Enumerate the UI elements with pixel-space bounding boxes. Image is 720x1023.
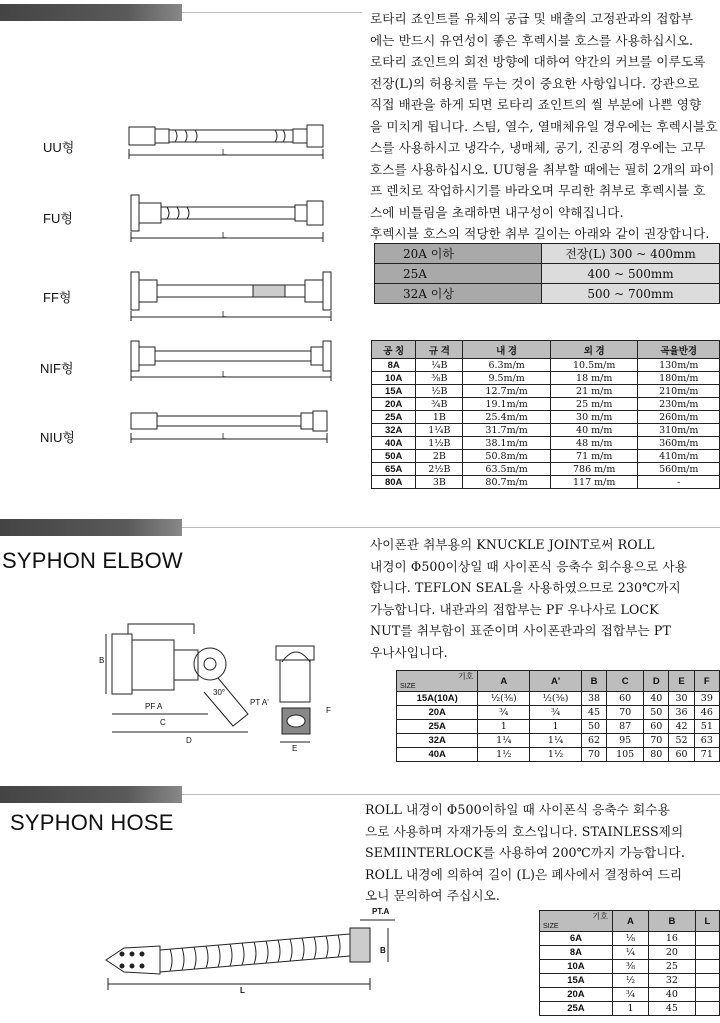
table-cell: 51	[694, 720, 719, 734]
table-cell: 410m/m	[638, 450, 720, 463]
table-cell: ¾	[612, 988, 648, 1002]
rotary-joint-description	[370, 8, 720, 245]
table-cell: 60	[644, 720, 669, 734]
paragraph-line: 전장(L)의 허용치를 두는 것이 중요한 사항입니다. 강관으로	[370, 75, 700, 91]
table-cell: 25A	[372, 411, 416, 424]
table-cell: 46	[694, 706, 719, 720]
section-divider	[182, 527, 720, 528]
table-cell: 360m/m	[638, 437, 720, 450]
table-cell: 48 m/m	[550, 437, 638, 450]
length-label: L	[222, 370, 227, 379]
table-cell: 62	[581, 734, 606, 748]
table-row	[397, 748, 720, 762]
paragraph-line: NUT를 취부함이 표준이며 사이폰관과의 접합부는 PT	[370, 623, 671, 638]
paragraph-line: 합니다. TEFLON SEAL을 사용하였으므로 230℃까지	[370, 580, 681, 595]
table-cell: 25 m/m	[550, 398, 638, 411]
paragraph-line: 가능합니다. 내관과의 접합부는 PF 우나사로 LOCK	[370, 601, 659, 617]
pf-label: PF A	[145, 702, 163, 711]
column-header: D	[644, 671, 669, 692]
table-cell: 20A	[540, 988, 613, 1002]
table-row	[372, 463, 720, 476]
length-label: L	[222, 310, 227, 319]
table-cell: 560m/m	[638, 463, 720, 476]
table-cell: 12.7m/m	[463, 385, 551, 398]
table-cell: 30 m/m	[550, 411, 638, 424]
size-label: SIZE	[400, 682, 416, 690]
table-cell: 45	[581, 706, 606, 720]
c-label: C	[160, 718, 166, 727]
length-cell: 500 ~ 700mm	[542, 284, 720, 304]
paragraph-line: SEMIINTERLOCK를 사용하여 200℃까지 가능합니다.	[365, 845, 685, 860]
paragraph-line: 로타리 죠인트를 유체의 공급 및 배출의 고정관과의 접합부	[370, 11, 694, 26]
paragraph-line: 후렉시블 호스의 적당한 취부 길이는 아래와 같이 권장합니다.	[370, 226, 710, 241]
syphon-hose-drawing	[100, 880, 395, 1005]
table-cell: 80	[644, 748, 669, 762]
length-cell: 전장(L) 300 ~ 400mm	[542, 244, 720, 264]
table-cell: 40A	[372, 437, 416, 450]
column-header: A'	[530, 671, 582, 692]
paragraph-line: ROLL 내경이 Φ500이하일 때 사이폰식 응축수 회수용	[365, 802, 670, 817]
table-cell	[695, 974, 719, 988]
length-label: L	[222, 432, 227, 441]
table-cell: 50	[644, 706, 669, 720]
table-cell: ¾B	[416, 398, 463, 411]
table-row	[540, 932, 720, 946]
table-cell: 2B	[416, 450, 463, 463]
table-cell: 70	[607, 706, 644, 720]
size-cell: 32A 이상	[375, 284, 542, 304]
length-label: L	[222, 148, 227, 157]
paragraph-line: 프 렌치로 작업하시기를 바라오며 무리한 취부로 후렉시블 호	[370, 183, 706, 198]
pt-label: PT.A	[372, 907, 390, 916]
table-cell: 42	[669, 720, 694, 734]
table-cell: ⅛	[612, 932, 648, 946]
table-cell: 15A(10A)	[397, 692, 478, 706]
column-header: L	[695, 911, 719, 932]
table-row	[397, 706, 720, 720]
e-label: E	[292, 744, 298, 753]
section-title-syphon-hose: SYPHON HOSE	[10, 810, 174, 835]
table-cell: 71	[694, 748, 719, 762]
table-cell: 260m/m	[638, 411, 720, 424]
table-cell: 2½B	[416, 463, 463, 476]
table-cell: 15A	[372, 385, 416, 398]
table-cell: ⅜B	[416, 372, 463, 385]
table-cell: ¾	[478, 706, 530, 720]
table-cell: 15A	[540, 974, 613, 988]
table-cell: 31.7m/m	[463, 424, 551, 437]
table-cell: 50.8m/m	[463, 450, 551, 463]
table-cell	[695, 946, 719, 960]
section-header-bar	[0, 786, 182, 803]
table-cell: 50	[581, 720, 606, 734]
table-cell: 87	[607, 720, 644, 734]
symbol-label: 기호	[592, 911, 608, 921]
paragraph-line: 호스를 사용하십시오. UU형을 취부할 때에는 필히 2개의 파이	[370, 161, 715, 177]
table-cell: 25A	[540, 1002, 613, 1016]
table-cell: 1	[478, 720, 530, 734]
column-header: 곡율반경	[638, 341, 720, 359]
table-cell: 1½B	[416, 437, 463, 450]
table-cell: 1	[530, 720, 582, 734]
table-cell: 63.5m/m	[463, 463, 551, 476]
table-row	[540, 946, 720, 960]
table-cell: 105	[607, 748, 644, 762]
table-cell: 1½	[478, 748, 530, 762]
table-cell: 25A	[397, 720, 478, 734]
column-header: F	[694, 671, 719, 692]
table-cell: 8A	[372, 359, 416, 372]
table-cell: 310m/m	[638, 424, 720, 437]
table-cell: 6.3m/m	[463, 359, 551, 372]
table-cell: 230m/m	[638, 398, 720, 411]
flexible-hose-drawings	[115, 115, 340, 460]
f-label: F	[326, 706, 331, 715]
l-label: L	[240, 986, 245, 995]
table-cell: ½(⅜)	[478, 692, 530, 706]
paragraph-line: 으로 사용하며 자재가동의 호스입니다. STAINLESS제의	[365, 823, 684, 839]
table-cell: 38	[581, 692, 606, 706]
table-cell: 36	[669, 706, 694, 720]
table-row	[540, 960, 720, 974]
column-header: C	[607, 671, 644, 692]
table-cell: 45	[649, 1002, 696, 1016]
table-cell: 20A	[372, 398, 416, 411]
table-cell: 80.7m/m	[463, 476, 551, 489]
table-cell: 1½	[530, 748, 582, 762]
column-header: A	[478, 671, 530, 692]
table-cell: 180m/m	[638, 372, 720, 385]
table-cell	[695, 1002, 719, 1016]
syphon-hose-description	[365, 799, 720, 907]
angle-label: 30°	[213, 688, 226, 697]
table-cell: 40	[644, 692, 669, 706]
paragraph-line: 직접 배관을 하게 되면 로타리 죠인트의 씰 부분에 나쁜 영향	[370, 97, 702, 112]
table-cell: 63	[694, 734, 719, 748]
table-cell: ¼	[612, 946, 648, 960]
column-header: B	[649, 911, 696, 932]
table-row	[372, 411, 720, 424]
table-cell: 9.5m/m	[463, 372, 551, 385]
syphon-hose-table	[539, 910, 720, 1016]
section-title-syphon-elbow: SYPHON ELBOW	[2, 548, 183, 573]
table-cell: 210m/m	[638, 385, 720, 398]
table-cell: 80A	[372, 476, 416, 489]
table-cell: 70	[581, 748, 606, 762]
length-cell: 400 ~ 500mm	[542, 264, 720, 284]
table-cell: 25	[649, 960, 696, 974]
table-cell: 1¼	[530, 734, 582, 748]
table-row	[540, 988, 720, 1002]
paragraph-line: 사이폰관 취부용의 KNUCKLE JOINT로써 ROLL	[370, 537, 655, 552]
size-label: SIZE	[543, 922, 559, 930]
table-row	[372, 476, 720, 489]
table-cell: 1	[612, 1002, 648, 1016]
length-label: L	[222, 231, 227, 240]
table-row	[375, 284, 720, 304]
size-cell: 25A	[375, 264, 542, 284]
table-cell: 10A	[540, 960, 613, 974]
b-label: B	[99, 656, 105, 665]
type-label-nif: NIF형	[40, 361, 74, 376]
table-cell: 71 m/m	[550, 450, 638, 463]
column-header: B	[581, 671, 606, 692]
syphon-elbow-table	[396, 670, 720, 762]
table-cell: 32A	[372, 424, 416, 437]
column-header: E	[669, 671, 694, 692]
column-header: 내 경	[463, 341, 551, 359]
table-cell: 70	[644, 734, 669, 748]
table-row	[397, 734, 720, 748]
table-cell: 32A	[397, 734, 478, 748]
table-cell	[695, 932, 719, 946]
table-cell: 38.1m/m	[463, 437, 551, 450]
column-header: 외 경	[550, 341, 638, 359]
paragraph-line: 로타리 죠인트의 회전 방향에 대하여 약간의 커브를 이루도록	[370, 54, 706, 69]
table-cell: 10.5m/m	[550, 359, 638, 372]
pt-label: PT A'	[250, 698, 269, 707]
paragraph-line: 내경이 Φ500이상일 때 사이폰식 응축수 회수용으로 사용	[370, 558, 687, 574]
table-row	[540, 1002, 720, 1016]
symbol-label: 기호	[457, 671, 474, 681]
table-cell: 1¼B	[416, 424, 463, 437]
size-symbol-header	[540, 911, 613, 932]
section-divider	[182, 794, 720, 795]
table-cell: 10A	[372, 372, 416, 385]
table-row	[397, 720, 720, 734]
table-cell: 21 m/m	[550, 385, 638, 398]
table-cell: ½B	[416, 385, 463, 398]
table-row	[372, 372, 720, 385]
column-header: 규 격	[416, 341, 463, 359]
type-label-niu: NIU형	[40, 430, 75, 445]
table-cell: ½(⅜)	[530, 692, 582, 706]
section-header-bar	[0, 519, 182, 536]
table-row	[372, 450, 720, 463]
table-row	[372, 424, 720, 437]
paragraph-line: 스를 사용하시고 냉각수, 냉매체, 공기, 진공의 경우에는 고무	[370, 140, 706, 155]
table-cell: 16	[649, 932, 696, 946]
table-row	[372, 398, 720, 411]
table-cell: 18 m/m	[550, 372, 638, 385]
table-cell: 117 m/m	[550, 476, 638, 489]
table-cell: 3B	[416, 476, 463, 489]
table-cell: 25.4m/m	[463, 411, 551, 424]
table-row	[372, 385, 720, 398]
table-cell: 60	[607, 692, 644, 706]
table-row	[375, 264, 720, 284]
table-cell: 32	[649, 974, 696, 988]
section-divider	[182, 12, 362, 13]
section-header-bar	[0, 4, 182, 21]
table-cell: 30	[669, 692, 694, 706]
table-cell: 39	[694, 692, 719, 706]
table-cell: 40	[649, 988, 696, 1002]
table-cell: 6A	[540, 932, 613, 946]
table-cell: 130m/m	[638, 359, 720, 372]
size-symbol-header	[397, 671, 478, 692]
recommended-length-table	[374, 243, 720, 304]
table-cell: 20A	[397, 706, 478, 720]
table-cell: ¾	[530, 706, 582, 720]
syphon-elbow-description	[370, 534, 720, 663]
table-cell: 95	[607, 734, 644, 748]
paragraph-line: 스에 비틀림을 초래하면 내구성이 약해집니다.	[370, 204, 624, 220]
table-cell: 786 m/m	[550, 463, 638, 476]
paragraph-line: ROLL 내경에 의하여 길이 (L)은 폐사에서 결정하여 드리	[365, 866, 683, 882]
table-cell: 20	[649, 946, 696, 960]
table-cell: 52	[669, 734, 694, 748]
size-cell: 20A 이하	[375, 244, 542, 264]
paragraph-line: 을 미치게 됩니다. 스팀, 열수, 열매체유일 경우에는 후렉시블호	[370, 118, 718, 134]
table-row	[372, 437, 720, 450]
table-cell: ½	[612, 974, 648, 988]
table-cell: 19.1m/m	[463, 398, 551, 411]
table-cell: ¼B	[416, 359, 463, 372]
type-label-ff: FF형	[43, 290, 72, 305]
table-cell	[695, 988, 719, 1002]
table-cell: 50A	[372, 450, 416, 463]
table-cell: 1B	[416, 411, 463, 424]
table-row	[375, 244, 720, 264]
hose-spec-table	[371, 340, 720, 489]
d-label: D	[186, 736, 192, 745]
table-cell: ⅜	[612, 960, 648, 974]
paragraph-line: 우나사입니다.	[370, 644, 448, 660]
table-cell: 65A	[372, 463, 416, 476]
column-header: 공 칭	[372, 341, 416, 359]
column-header: A	[612, 911, 648, 932]
table-row	[372, 359, 720, 372]
type-label-fu: FU형	[43, 211, 73, 226]
table-cell: -	[638, 476, 720, 489]
paragraph-line: 에는 반드시 유연성이 좋은 후렉시블 호스를 사용하십시오.	[370, 32, 694, 48]
table-cell: 8A	[540, 946, 613, 960]
table-cell: 60	[669, 748, 694, 762]
table-row	[397, 692, 720, 706]
table-cell: 1¼	[478, 734, 530, 748]
b-label: B	[380, 946, 386, 955]
paragraph-line: 오니 문의하여 주십시오.	[365, 888, 500, 903]
table-cell	[695, 960, 719, 974]
table-row	[540, 974, 720, 988]
table-cell: 40 m/m	[550, 424, 638, 437]
type-label-uu: UU형	[43, 140, 75, 155]
table-cell: 40A	[397, 748, 478, 762]
